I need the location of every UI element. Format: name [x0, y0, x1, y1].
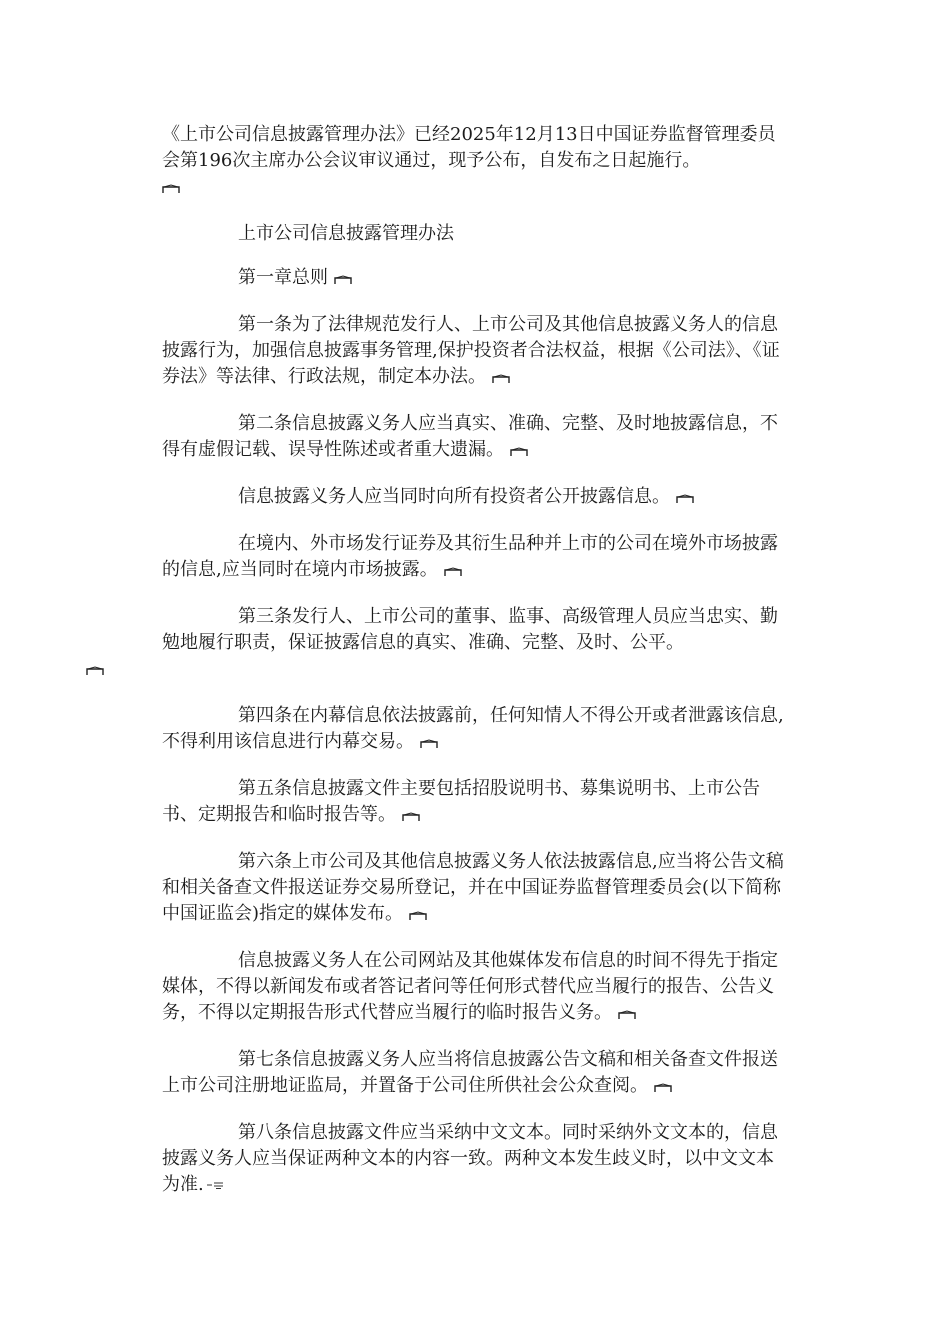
article-paragraph: [162, 312, 790, 390]
document-title-text: 上市公司信息披露管理办法: [238, 223, 454, 244]
paragraph-text: 第五条信息披露文件主要包括招股说明书、募集说明书、上市公告书、定期报告和临时报告等。: [162, 778, 760, 825]
paragraph-text: 信息披露义务人应当同时向所有投资者公开披露信息。: [238, 486, 670, 507]
article-paragraph: [162, 849, 790, 927]
article-paragraph: [162, 1047, 790, 1099]
paragraph-text: 第二条信息披露义务人应当真实、准确、完整、及时地披露信息，不得有虚假记载、误导性陈述或者重大遗漏。: [162, 413, 778, 460]
end-mark-icon: [206, 1172, 224, 1182]
article-paragraph: [162, 604, 790, 682]
paragraph-mark-icon: [618, 1010, 636, 1020]
paragraph-mark-icon: [86, 666, 104, 676]
article-paragraph: [162, 948, 790, 1026]
paragraph-mark-icon: [409, 911, 427, 921]
article-paragraph: [162, 411, 790, 463]
paragraph-mark-icon: [402, 812, 420, 822]
paragraph-mark-icon: [162, 184, 180, 194]
paragraph-text: 在境内、外市场发行证券及其衍生品种并上市的公司在境外市场披露的信息,应当同时在境内市场披露。: [162, 533, 778, 580]
paragraph-text: 第一条为了法律规范发行人、上市公司及其他信息披露义务人的信息披露行为，加强信息披露事务管理,保护投资者合法权益，根据《公司法》、《证券法》等法律、行政法规，制定本办法。: [162, 314, 780, 387]
paragraph-text: 第七条信息披露义务人应当将信息披露公告文稿和相关备查文件报送上市公司注册地证监局，并置备于公司住所供社会公众查阅。: [162, 1049, 778, 1096]
article-paragraph: [162, 531, 790, 583]
article-paragraph: [162, 703, 790, 755]
article-paragraph: [162, 1120, 790, 1198]
document-title: [162, 221, 790, 247]
article-paragraph: [162, 776, 790, 828]
paragraph-mark-icon: [444, 567, 462, 577]
chapter-heading: [162, 265, 790, 291]
document-body: [162, 122, 790, 1219]
paragraph-mark-icon: [676, 494, 694, 504]
paragraph-text: 第三条发行人、上市公司的董事、监事、高级管理人员应当忠实、勤勉地履行职责，保证披露信息的真实、准确、完整、及时、公平。: [162, 606, 778, 653]
paragraph-mark-icon: [654, 1083, 672, 1093]
paragraph-mark-icon: [510, 447, 528, 457]
paragraph-mark-icon: [334, 275, 352, 285]
intro-paragraph: [162, 122, 790, 200]
paragraph-text: 第八条信息披露文件应当采纳中文文本。同时采纳外文文本的，信息披露义务人应当保证两种文本的内容一致。两种文本发生歧义时，以中文文本为准.: [162, 1122, 778, 1195]
paragraph-text: 第四条在内幕信息依法披露前，任何知情人不得公开或者泄露该信息,不得利用该信息进行内幕交易。: [162, 705, 784, 752]
intro-text: 《上市公司信息披露管理办法》已经2025年12月13日中国证券监督管理委员会第196次主席办公会议审议通过，现予公布，自发布之日起施行。: [162, 124, 776, 171]
paragraph-mark-icon: [420, 739, 438, 749]
chapter-heading-text: 第一章总则: [238, 267, 328, 288]
paragraph-text: 信息披露义务人在公司网站及其他媒体发布信息的时间不得先于指定媒体，不得以新闻发布或者答记者问等任何形式替代应当履行的报告、公告义务，不得以定期报告形式代替应当履行的临时报告义务。: [162, 950, 778, 1023]
paragraph-text: 第六条上市公司及其他信息披露义务人依法披露信息,应当将公告文稿和相关备查文件报送证券交易所登记，并在中国证券监督管理委员会(以下简称中国证监会)指定的媒体发布。: [162, 851, 784, 924]
paragraph-mark-icon: [492, 374, 510, 384]
article-paragraph: [162, 484, 790, 510]
